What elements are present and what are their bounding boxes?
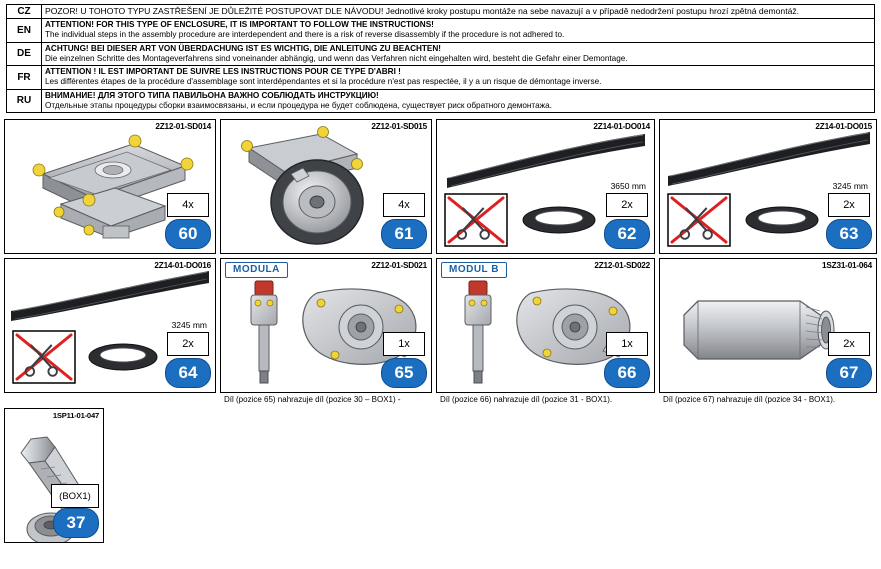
quantity-box: 2x [606,193,648,217]
position-badge: 67 [826,358,872,388]
quantity-box: 2x [828,332,870,356]
quantity-box: 1x [606,332,648,356]
quantity-box: 2x [828,193,870,217]
warning-table [6,4,875,113]
warning-head-ru: ВНИМАНИЕ! ДЛЯ ЭТОГО ТИПА ПАВИЛЬОНА ВАЖНО СОБЛЮДАТЬ ИНСТРУКЦИЮ! [45,90,379,100]
warning-body-de: Die einzelnen Schritte des Montageverfahrens sind voneinander abhängig, und wenn das Verfahren nicht eingehalten wird, besteht die Gefahr einer Demontage. [45,53,628,63]
length-label: 3650 mm [610,181,646,191]
part-note: Díl (pozice 66) nahrazuje díl (pozice 31 - BOX1). [440,395,613,404]
length-label: 3245 mm [832,181,868,191]
table-row [7,42,875,66]
position-badge: 60 [165,219,211,249]
parts-row-3 [4,408,877,543]
warning-text-ru [42,89,875,113]
warning-head-fr: ATTENTION ! IL EST IMPORTANT DE SUIVRE LES INSTRUCTIONS POUR CE TYPE D'ABRI ! [45,67,401,76]
lang-code-cz: CZ [7,5,42,19]
part-code: 2Z12-01-SD014 [155,122,211,131]
table-row [7,66,875,90]
quantity-box: 4x [167,193,209,217]
position-badge: 62 [604,219,650,249]
quantity-box: (BOX1) [51,484,99,508]
position-badge: 37 [53,508,99,538]
lang-code-fr: FR [7,66,42,90]
lang-code-ru: RU [7,89,42,113]
part-cell-60 [4,119,216,254]
part-code: 2Z14-01-DO015 [815,122,872,131]
warning-body-fr: Les différentes étapes de la procédure d'assemblage sont interdépendantes et si la procédure n'est pas respectée, il y a un risque de démontage inverse. [45,77,602,87]
part-code: 2Z12-01-SD021 [371,261,427,270]
part-cell-66 [436,258,655,404]
part-cell-67 [659,258,877,404]
warning-body-ru: Отдельные этапы процедуры сборки взаимосвязаны, и если процедура не будет соблюдена, существует риск обратного демонтажа. [45,100,552,110]
part-cell-37 [4,408,104,543]
length-label: 3245 mm [171,320,207,330]
warning-head-cz: POZOR! U TOHOTO TYPU ZASTŘEŠENÍ JE DŮLEŽITÉ POSTUPOVAT DLE NÁVODU! [45,6,384,17]
table-row [7,5,875,19]
warning-body-cz: Jednotlivé kroky postupu montáže na sebe navazují a v případě nedodržení postupu hrozí zpětná demontáž. [385,6,800,17]
lang-code-en: EN [7,19,42,43]
part-note: Díl (pozice 65) nahrazuje díl (pozice 30 – BOX1) - [224,395,401,404]
lang-code-de: DE [7,42,42,66]
quantity-box: 2x [167,332,209,356]
table-row [7,89,875,113]
position-badge: 65 [381,358,427,388]
part-cell-65 [220,258,432,404]
part-code: 2Z12-01-SD015 [371,122,427,131]
warning-body-en: The individual steps in the assembly procedure are interdependent and there is a risk of reverse disassembly if the procedure is not adhered to. [45,30,565,40]
part-code: 1SZ31-01-064 [822,261,872,270]
part-note: Díl (pozice 67) nahrazuje díl (pozice 34 - BOX1). [663,395,836,404]
position-badge: 64 [165,358,211,388]
part-code: 2Z14-01-DO016 [154,261,211,270]
parts-grid [4,119,877,543]
part-cell-62 [436,119,655,254]
part-code: 2Z14-01-DO014 [593,122,650,131]
warning-head-de: ACHTUNG! BEI DIESER ART VON ÜBERDACHUNG IST ES WICHTIG, DIE ANLEITUNG ZU BEACHTEN! [45,43,442,53]
parts-row-2 [4,258,877,404]
position-badge: 61 [381,219,427,249]
module-tag: MODULA [225,262,288,278]
part-code: 2Z12-01-SD022 [594,261,650,270]
warning-text-en [42,19,875,43]
part-cell-63 [659,119,877,254]
part-code: 1SP11-01-047 [52,411,99,420]
parts-row-1 [4,119,877,254]
position-badge: 66 [604,358,650,388]
quantity-box: 1x [383,332,425,356]
quantity-box: 4x [383,193,425,217]
part-cell-61 [220,119,432,254]
table-row [7,19,875,43]
warning-text-fr [42,66,875,90]
module-tag: MODUL B [441,262,507,278]
position-badge: 63 [826,219,872,249]
warning-text-cz [42,5,875,19]
part-cell-64 [4,258,216,393]
warning-text-de [42,42,875,66]
warning-head-en: ATTENTION! FOR THIS TYPE OF ENCLOSURE, IT IS IMPORTANT TO FOLLOW THE INSTRUCTIONS! [45,20,434,29]
